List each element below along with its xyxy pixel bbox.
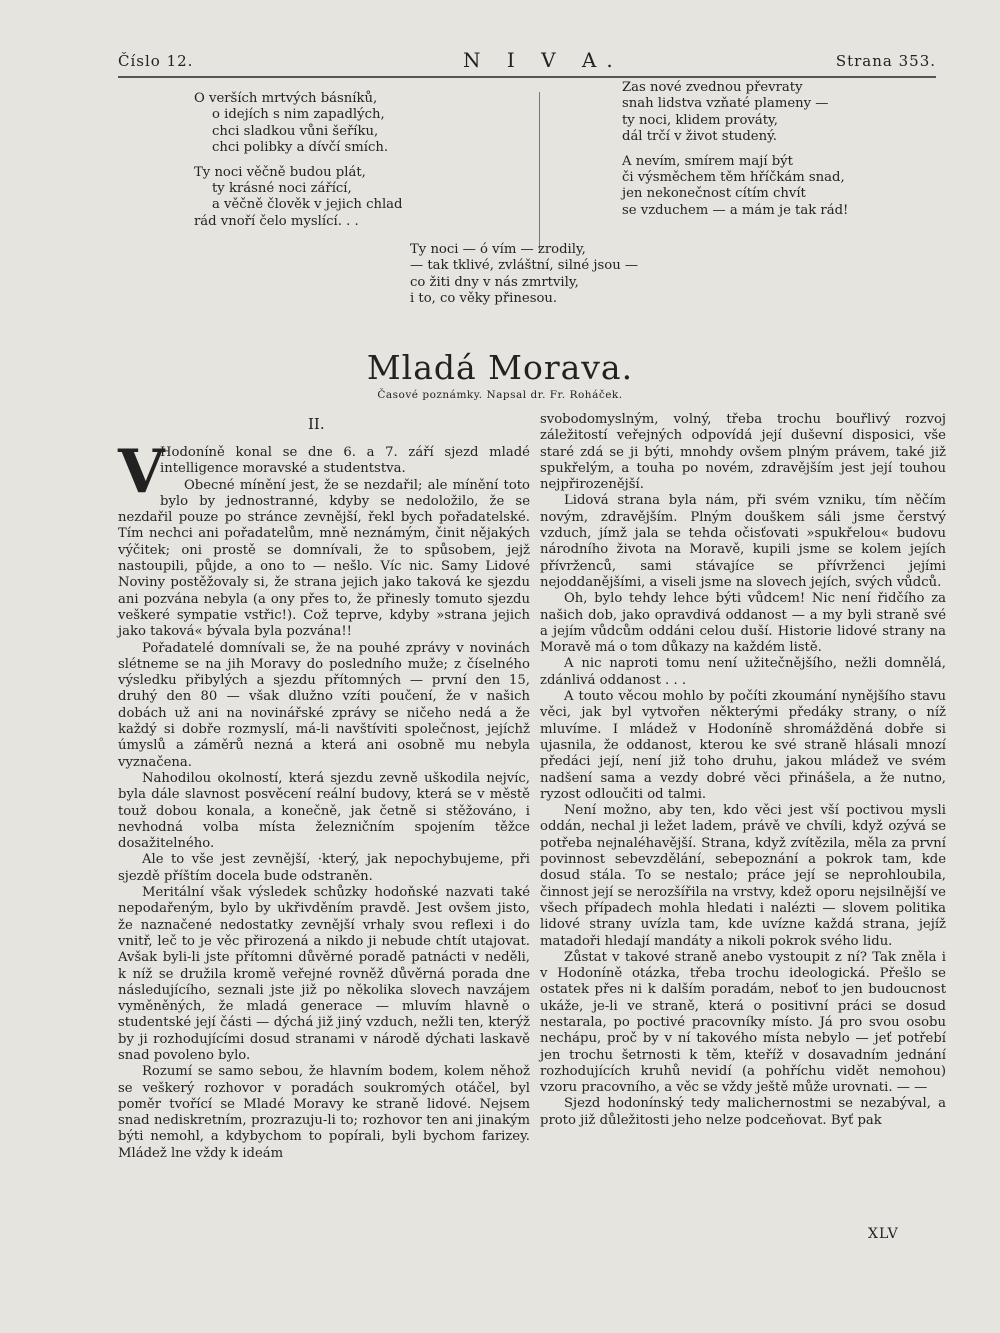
poem-line: chci polibky a dívčí smích. (212, 140, 389, 156)
poem-center-stanza (410, 242, 650, 308)
article-paragraph: svobodomyslným, volný, třeba trochu bouřlivý rozvoj záležitostí veřejných odpovídá její duševní disposici, vše staré zdá se ji býti, mnohdy ovšem plným právem, také již spukřelým, a touha po novém, zdravějším jest její touhou nejpřirozenější. (540, 412, 946, 493)
article-paragraph: Oh, bylo tehdy lehce býti vůdcem! Nic není řidčího za našich dob, jako opravdivá oddanost — a my byli straně své a jejím vůdcům oddáni celou duší. Historie lidové strany na Moravě má o tom důkazy na každém listě. (540, 591, 946, 656)
poem-left-column (194, 91, 434, 230)
article-paragraph: A nic naproti tomu není užitečnějšího, nežli domnělá, zdánlivá oddanost . . . (540, 656, 946, 688)
poem-line: O verších mrtvých básníků, (194, 91, 378, 106)
article-paragraph: Není možno, aby ten, kdo věci jest vší poctivou mysli oddán, nechal ji ležet ladem, právě ve chvíli, když ozývá se potřeba nejnaléhavější. Strana, když zvítězila, měla za první povinnost sebevzdělání, sebepoznání a pokrok tam, kde dosud stála. To se nestalo; práce její se neprohloubila, činnost její se nerozšířila na vrstvy, kdež oporu nejsilnější ve všech případech mohla hledati i nalézti — slovem politika lidové strany uvízla tam, kde uvízne každá strana, jejíž matadoři hledají mandáty a nikoli pokrok svého lidu. (540, 803, 946, 949)
article-paragraph: Sjezd hodonínský tedy malichernostmi se nezabýval, a proto již důležitosti jeho nelze podceňovat. Byť pak (540, 1096, 946, 1128)
poem-line: co žiti dny v nás zmrtvily, (410, 274, 579, 290)
article-paragraph: Zůstat v takové straně anebo vystoupit z ní? Tak zněla i v Hodoníně otázka, třeba trochu ideologická. Přešlo se ostatek přes ni k dalším poradám, neboť to jen budoucnost ukáže, je-li ve straně, která o positivní práci se dosud nestarala, po poctivé pracovníky místo. Já pro svou osobu nechápu, proč by v ní takového místa nebylo — jeť potřebí jen trochu šetrnosti k těm, kteříž v dosavadním jednání rozhodujících kruhů nevidí (a pohříchu vidět nemohou) vzoru pracovního, a věc se vždy ještě může urovnati. — — (540, 949, 946, 1096)
poem-line: či výsměchem těm hříčkám snad, (622, 170, 845, 186)
drop-cap-letter: V (118, 437, 165, 507)
poem-line: A nevím, smírem mají být (622, 153, 793, 169)
issue-number: Číslo 12. (118, 52, 194, 70)
poem-line: chci sladkou vůni šeříku, (212, 123, 379, 139)
magazine-name: N I V A. (463, 48, 623, 72)
poem-right-column (622, 80, 912, 219)
article-paragraph: Meritální však výsledek schůzky hodoňské nazvati také nepodařeným, bylo by ukřivděním pravdě. Jest ovšem jisto, že naznačené nedostatky zevnější vrhaly svou reflexi i do vnitř, leč to je věc přirozená a nikdo ji nebude chtít utajovat. Avšak byli-li jste přítomni důvěrné poradě patnácti v neděli, k níž se družila kromě veřejné rovněž důvěrná porada dne následujícího, seznali jste již po několika slovech navzájem vyměněných, že mladá generace — mluvím hlavně o studentské její části — dýchá již jiný vzduch, nežli ten, kterýž by ji rozhodujícími dosud stranami v národě dýchati laskavě snad povoleno bylo. (118, 885, 530, 1063)
poem-line: Ty noci — ó vím — zrodily, (410, 242, 586, 257)
page-header (118, 48, 936, 78)
section-number: II. (308, 415, 325, 433)
article-paragraph: Obecné mínění jest, že se nezdařil; ale mínění toto bylo by jednostranné, kdyby se nedoložilo, že se nezdařil pouze po stránce zevnější, řekl bych pořadatelské. Tím nechci ani pořadatelům, mně neznámým, činit nějakých výčitek; oni prostě se domnívali, že to spůsobem, jejž nastoupili, půjde, a ono to — nešlo. Víc nic. Samy Lidové Noviny postěžovaly si, že strana jejich jako taková ke sjezdu ani pozvána nebyla (a ony přes to, že přinesly tomuto sjezdu veškeré sympatie vstřic!). Což teprve, kdyby »strana jejich jako taková« bývala byla pozvána!! (118, 477, 530, 640)
article-paragraph: Nahodilou okolností, která sjezdu zevně uškodila nejvíc, byla dále slavnost posvěcení reální budovy, která se v městě touž dobou konala, a konečně, jak četně si stěžováno, i nevhodná volba místa železničním spojením těžce dosažitelného. (118, 770, 530, 852)
article-subtitle: Časové poznámky. Napsal dr. Fr. Roháček. (377, 389, 623, 401)
article-paragraph: Lidová strana byla nám, při svém vzniku, tím něčím novým, zdravějším. Plným douškem sáli jsme čerstvý vzduch, jímž jala se tehda očisťovati »spukřelou« budovu národního života na Moravě, kupili jsme se kolem jejích přívrženců, sami stávajíce se přívrženci jejími nejoddanějšími, a viseli jsme na slovech jejích, svých vůdců. (540, 493, 946, 590)
poem-line: rád vnoří čelo myslící. . . (194, 213, 359, 229)
article-paragraph: Pořadatelé domnívali se, že na pouhé zprávy v novinách slétneme se na jih Moravy do posledního muže; z číselného výsledku přibylých a sjezdu přítomných — první den 15, druhý den 80 — však dlužno vzíti poučení, že v našich dobách už ani na novinářské zprávy se ničeho nedá a že každý si dobře rozmyslí, má-li navštíviti společnost, jejíchž úmyslů a záměrů nezná a která ani osobně mu nebyla vyznačena. (118, 640, 530, 770)
article-paragraph: Ale to vše jest zevnější, ·který, jak nepochybujeme, při sjezdě příštím docela bude odstraněn. (118, 852, 530, 884)
poem-line: o idejích s nim zapadlých, (212, 107, 385, 123)
poem-line: i to, co věky přinesou. (410, 291, 558, 307)
article-paragraph (118, 437, 530, 507)
article-title: Mladá Morava. (366, 348, 634, 387)
poem-line: snah lidstva vzňaté plameny — (622, 96, 829, 112)
page-number: Strana 353. (835, 52, 936, 70)
article-paragraph: Rozumí se samo sebou, že hlavním bodem, kolem něhož se veškerý rozhovor v poradách soukromých otáčel, byl poměr tvořící se Mladé Moravy ke straně lidové. Nejsem snad nediskretním, prozrazuju-li to; rozhovor ten ani jinakým býti nemohl, a kdybychom to popírali, byli bychom farizey. Mládež lne vždy k ideám (118, 1064, 530, 1161)
article-column-right (540, 412, 946, 1129)
poem-line: Zas nové zvednou převraty (622, 80, 803, 95)
poem-line: a věčně člověk v jejich chlad (212, 197, 403, 213)
article-paragraph: A touto věcou mohlo by počíti zkoumání nynějšího stavu věci, jak byl vytvořen některými předáky strany, o níž mluvíme. I mládež v Hodoníně shromážděná dobře si ujasnila, že oddanost, kterou ke své straně hlásali mnozí předáci její, není již toho druhu, jakou mládež ve svém nadšení sama a vezdy dobré věci přinášela, a že nutno, ryzost odloučiti od talmi. (540, 689, 946, 802)
poem-line: ty noci, klidem prováty, (622, 112, 778, 128)
poem-line: dál trčí v život studený. (622, 129, 777, 145)
signature-mark: XLV (868, 1226, 899, 1242)
poem-line: Ty noci věčně budou plát, (194, 164, 366, 180)
poem-line: ty krásné noci zářící, (212, 181, 352, 197)
article-column-left (118, 437, 530, 1162)
poem-line: — tak tklivé, zvláštní, silné jsou — (410, 258, 639, 274)
poem-line: se vzduchem — a mám je tak rád! (622, 202, 849, 218)
poem-line: jen nekonečnost cítím chvít (622, 186, 806, 202)
paragraph-text: Hodoníně konal se dne 6. a 7. září sjezd mladé intelligence moravské a studentstva. (160, 445, 530, 477)
column-divider (539, 92, 540, 250)
